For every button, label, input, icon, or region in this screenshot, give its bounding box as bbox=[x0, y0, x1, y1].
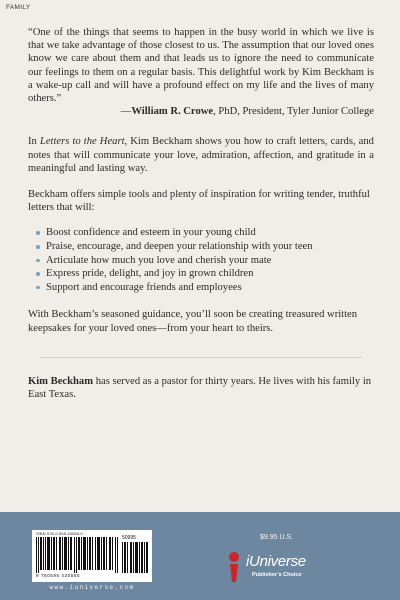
endorsement-quote: “One of the things that seems to happen in the busy world in which we live is that we take advantage of those closest to us. The assumption that our loved ones know we care about them and that leads us to ignore the need to communicate our feelings to them on a regular basis. This delightful work by Kim Beckham is a wake-up call and will have a profound effect on my life and the lives of many others.” bbox=[28, 27, 374, 105]
price-code: 50995 bbox=[122, 535, 136, 541]
publisher-website: www.iuniverse.com bbox=[49, 584, 135, 591]
back-cover-text bbox=[28, 26, 374, 401]
list-item-text: Express pride, delight, and joy in grown children bbox=[46, 268, 254, 280]
intro-paragraph bbox=[28, 135, 374, 175]
bullet-icon bbox=[36, 272, 40, 276]
bullet-icon bbox=[36, 286, 40, 290]
list-item-text: Articulate how much you love and cherish your mate bbox=[46, 254, 272, 266]
attribution-name: William R. Crowe bbox=[131, 106, 214, 118]
attribution-title: , PhD, President, Tyler Junior College bbox=[213, 106, 374, 118]
offers-paragraph: Beckham offers simple tools and plenty of inspiration for writing tender, truthful letters that will: bbox=[28, 189, 370, 214]
benefit-list bbox=[28, 226, 374, 294]
publisher-tagline: Publisher’s Choice bbox=[252, 572, 302, 578]
author-bio bbox=[28, 375, 374, 401]
publisher-logo-icon bbox=[222, 550, 246, 584]
author-bio-text: has served as a pastor for thirty years. He lives with his family in East Texas. bbox=[28, 375, 372, 401]
book-title: Letters to the Heart bbox=[39, 136, 125, 148]
barcode bbox=[32, 530, 152, 582]
price-label: $9.95 U.S. bbox=[260, 534, 294, 541]
list-item bbox=[36, 281, 374, 295]
intro-prefix: In bbox=[28, 136, 40, 148]
intro-suffix: , Kim Beckham shows you how to craft letters, cards, and notes that will communicate your love, admiration, affection, and gratitude in a meaningful and lasting way. bbox=[28, 136, 374, 174]
publisher-logo-name: iUniverse bbox=[246, 553, 306, 570]
barcode-bars-icon bbox=[36, 537, 119, 573]
list-item bbox=[36, 254, 374, 268]
category-label: FAMILY bbox=[6, 4, 31, 11]
barcode-digits: 9 780595 430550 bbox=[36, 573, 81, 578]
list-item-text: Praise, encourage, and deepen your relationship with your teen bbox=[46, 241, 313, 253]
bullet-icon bbox=[36, 259, 40, 263]
divider bbox=[40, 357, 362, 358]
endorsement-attribution bbox=[28, 105, 374, 118]
attribution-dash: — bbox=[120, 106, 132, 118]
bullet-icon bbox=[36, 245, 40, 249]
author-name: Kim Beckham bbox=[28, 375, 94, 387]
bullet-icon bbox=[36, 231, 40, 235]
closing-paragraph: With Beckham’s seasoned guidance, you’ll soon be creating treasured written keepsakes for your loved ones—from your heart to theirs. bbox=[28, 309, 358, 334]
isbn-label: ISBN 978-0-595-43055-0 bbox=[36, 532, 83, 536]
list-item-text: Support and encourage friends and employees bbox=[46, 281, 242, 293]
addon-barcode-icon bbox=[122, 542, 149, 573]
list-item bbox=[36, 267, 374, 281]
list-item bbox=[36, 240, 374, 254]
list-item-text: Boost confidence and esteem in your young child bbox=[46, 227, 256, 239]
list-item bbox=[36, 226, 374, 240]
